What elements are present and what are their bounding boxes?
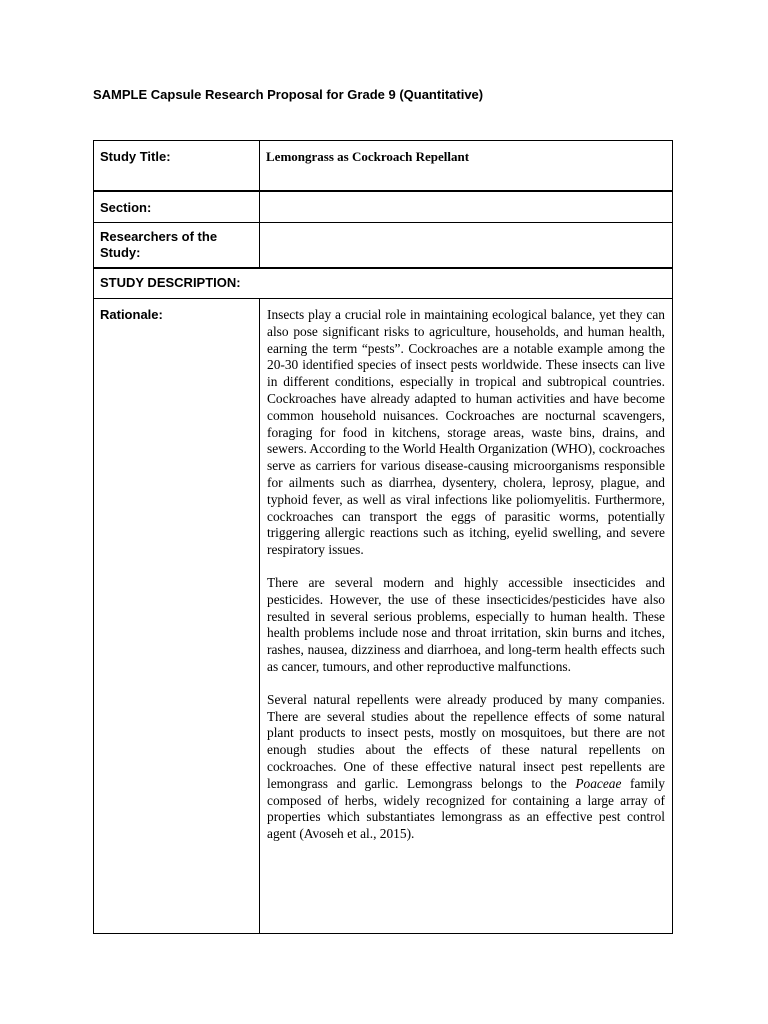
rationale-label: Rationale: <box>94 299 260 934</box>
rationale-content[interactable] <box>260 299 673 934</box>
study-description-row <box>94 268 673 299</box>
rationale-paragraph-2: There are several modern and highly accessible insecticides and pesticides. However, the use of these insecticides/pesticides have also resulted in several serious problems, especially to human health. These health problems include nose and throat irritation, skin burns and itches, rashes, nausea, dizziness and diarrhoea, and long-term health effects such as cancer, tumours, and other reproductive malfunctions. <box>267 574 665 674</box>
rationale-paragraph-3-part-1: Several natural repellents were already produced by many companies. There are several studies about the repellence effects of some natural plant products to insect pests, mostly on mosquitoes, but there are not enough studies about the effects of these natural repellents on cockroaches. One of these effective natural insect pest repellents are lemongrass and garlic. Lemongrass belongs to the <box>267 691 665 791</box>
researchers-label: Researchers of the Study: <box>94 223 260 269</box>
section-label: Section: <box>94 191 260 223</box>
rationale-row <box>94 299 673 934</box>
section-value[interactable] <box>260 191 673 223</box>
rationale-paragraph-3-part-2: family composed of herbs, widely recognized for containing a large array of properties which substantiates lemongrass as an effective pest control agent (Avoseh et al., 2015). <box>267 775 666 842</box>
document-title: SAMPLE Capsule Research Proposal for Grade 9 (Quantitative) <box>93 87 484 102</box>
rationale-paragraph-3 <box>267 692 665 843</box>
researchers-row <box>94 223 673 269</box>
study-title-label: Study Title: <box>94 141 260 192</box>
study-title-value[interactable]: Lemongrass as Cockroach Repellant <box>260 141 673 192</box>
section-row <box>94 191 673 223</box>
study-title-row <box>94 141 673 192</box>
rationale-paragraph-3-italic-term: Poaceae <box>575 775 622 791</box>
proposal-form-table <box>93 140 673 934</box>
study-description-heading: STUDY DESCRIPTION: <box>94 268 673 299</box>
researchers-value[interactable] <box>260 223 673 269</box>
rationale-paragraph-1: Insects play a crucial role in maintaining ecological balance, yet they can also pose significant risks to agriculture, households, and human health, earning the term “pests”. Cockroaches are a notable example among the 20-30 identified species of insect pests worldwide. These insects can live in different conditions, especially in tropical and subtropical countries. Cockroaches have already adapted to human activities and have become common household nuisances. Cockroaches are nocturnal scavengers, foraging for food in kitchens, storage areas, waste bins, drains, and sewers. According to the World Health Organization (WHO), cockroaches serve as carriers for various disease-causing microorganisms responsible for ailments such as diarrhea, dysentery, cholera, leprosy, plague, and typhoid fever, as well as viral infections like poliomyelitis. Furthermore, cockroaches can transport the eggs of parasitic worms, potentially triggering allergic reactions such as itching, eyelid swelling, and severe respiratory issues. <box>267 307 665 558</box>
